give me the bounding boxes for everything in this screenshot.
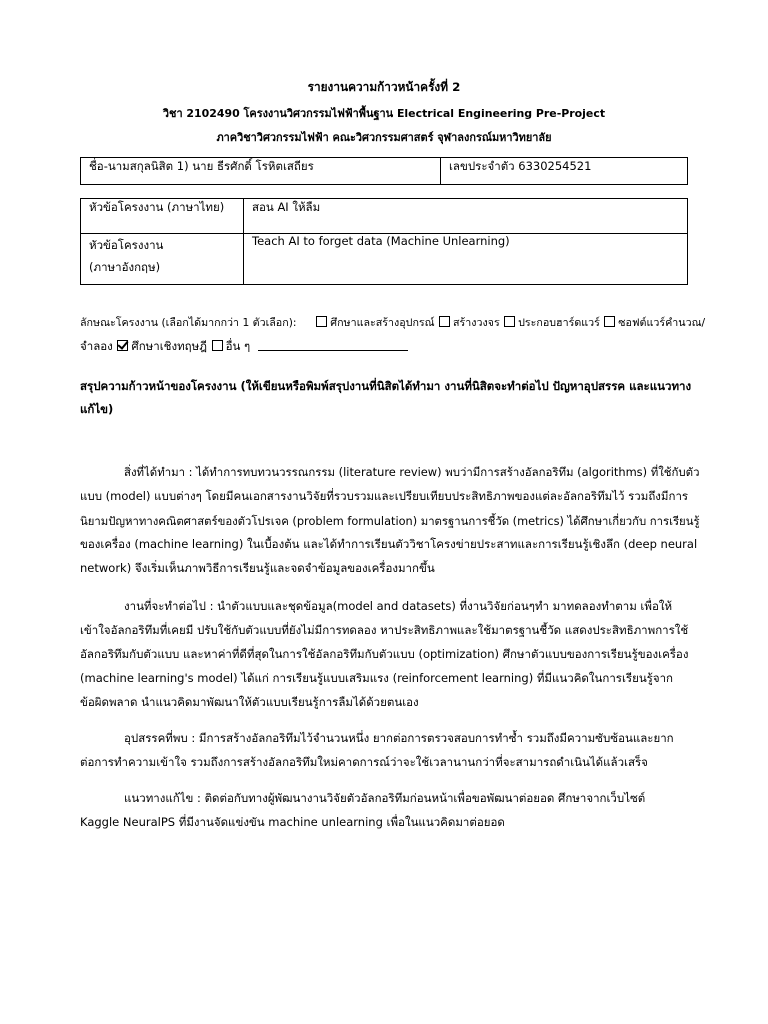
done-line: แบบ (model) แบบต่างๆ โดยมีคนเอกสารงานวิจัยที่รวบรวมและเปรียบเทียบประสิทธิภาพของแต่ละอัลกอริทึมไว้ รวมถึงมีการ	[80, 489, 689, 503]
thai-topic-label: หัวข้อโครงงาน (ภาษาไทย)	[81, 199, 244, 234]
student-id-cell: เลขประจำตัว 6330254521	[441, 158, 688, 185]
english-topic-label-line2: (ภาษาอังกฤษ)	[89, 260, 161, 274]
english-topic-value: Teach AI to forget data (Machine Unlearning)	[244, 234, 688, 285]
done-line: นิยามปัญหาทางคณิตศาสตร์ของตัวโปรเจค (problem formulation) มาตรฐานการชี้วัด (metrics) ได้ศึกษาเกี่ยวกับ การเรียนรู้	[80, 514, 700, 528]
report-title: รายงานความก้าวหน้าครั้งที่ 2	[307, 80, 461, 94]
summary-heading-line1: สรุปความก้าวหน้าของโครงงาน (ให้เขียนหรือพิมพ์สรุปงานที่นิสิตได้ทำมา งานที่นิสิตจะทำต่อไป ปัญหาอุปสรรค และแนวทาง	[80, 379, 692, 393]
project-type-label: ลักษณะโครงงาน (เลือกได้มากกว่า 1 ตัวเลือก):	[80, 316, 297, 329]
done-line: ของเครื่อง (machine learning) ในเบื้องต้น และได้ทำการเรียนตัววิชาโครงข่ายประสาทและการเรียนรู้เชิงลึก (deep neural	[80, 537, 698, 551]
hardware-option-label: ประกอบฮาร์ดแวร์	[518, 316, 600, 329]
device-checkbox[interactable]	[316, 316, 327, 327]
project-type-row-1	[80, 314, 705, 331]
simulation-label: จำลอง	[80, 339, 113, 353]
hardware-checkbox[interactable]	[504, 316, 515, 327]
device-option-label: ศึกษาและสร้างอุปกรณ์	[330, 316, 435, 329]
english-topic-label-line1: หัวข้อโครงงาน	[89, 238, 164, 252]
problem-line: ต่อการทำความเข้าใจ รวมถึงการสร้างอัลกอริทึมใหม่คาดการณ์ว่าจะใช้เวลานานกว่าที่จะสามารถดำเนินได้แล้วเสร็จ	[80, 755, 648, 769]
other-option-label: อื่น ๆ	[225, 339, 251, 353]
solution-line: Kaggle NeuralPS ที่มีงานจัดแข่งขัน machine unlearning เพื่อในแนวคิดมาต่อยอด	[80, 815, 505, 829]
project-type-row-2	[80, 338, 408, 356]
next-line: งานที่จะทำต่อไป : นำตัวแบบและชุดข้อมูล(model and datasets) ที่งานวิจัยก่อนๆทำ มาทดลองทำตาม เพื่อให้	[124, 599, 673, 613]
done-line: network) จึงเริ่มเห็นภาพวิธีการเรียนรู้และจดจำข้อมูลของเครื่องมากขึ้น	[80, 561, 435, 575]
next-line: เข้าใจอัลกอริทึมที่เคยมี ปรับใช้กับตัวแบบที่ยังไม่มีการทดลอง หาประสิทธิภาพและใช้มาตรฐานชี้วัด แสดงประสิทธิภาพการใช้	[80, 623, 689, 637]
theory-option-label: ศึกษาเชิงทฤษฎี	[131, 339, 207, 353]
software-option-label: ซอฟต์แวร์คำนวณ/	[618, 316, 706, 329]
course-title: วิชา 2102490 โครงงานวิศวกรรมไฟฟ้าพื้นฐาน Electrical Engineering Pre-Project	[162, 107, 606, 120]
circuit-checkbox[interactable]	[439, 316, 450, 327]
other-input-line[interactable]	[258, 340, 408, 351]
problem-line: อุปสรรคที่พบ : มีการสร้างอัลกอริทึมไว้จำนวนหนึ่ง ยากต่อการตรวจสอบการทำซ้ำ รวมถึงมีความซับซ้อนและยาก	[124, 731, 674, 745]
department-title: ภาควิชาวิศวกรรมไฟฟ้า คณะวิศวกรรมศาสตร์ จุฬาลงกรณ์มหาวิทยาลัย	[216, 131, 552, 144]
done-line: สิ่งที่ได้ทำมา : ได้ทำการทบทวนวรรณกรรม (literature review) พบว่ามีการสร้างอัลกอริทึม (algorithms) ที่ใช้กับตัว	[124, 465, 700, 479]
theory-checkbox[interactable]	[117, 340, 128, 351]
student-name-cell: ชื่อ-นามสกุลนิสิต 1) นาย ธีรศักดิ์ โรหิตเสถียร	[81, 158, 441, 185]
project-topic-table	[80, 198, 688, 285]
next-line: อัลกอริทึมกับตัวแบบ และหาค่าที่ดีที่สุดในการใช้อัลกอริทึมกับตัวแบบ (optimization) ศึกษาตัวแบบของการเรียนรู้ของเครื่อง	[80, 647, 689, 661]
circuit-option-label: สร้างวงจร	[452, 316, 500, 329]
summary-heading-line2: แก้ไข)	[80, 402, 114, 416]
other-checkbox[interactable]	[212, 340, 223, 351]
software-checkbox[interactable]	[604, 316, 615, 327]
next-line: ข้อผิดพลาด นำแนวคิดมาพัฒนาให้ตัวแบบเรียนรู้การลืมได้ด้วยตนเอง	[80, 695, 419, 709]
english-topic-label	[81, 234, 244, 285]
student-info-table	[80, 157, 688, 185]
solution-line: แนวทางแก้ไข : ติดต่อกับทางผู้พัฒนางานวิจัยตัวอัลกอริทึมก่อนหน้าเพื่อขอพัฒนาต่อยอด ศึกษาจากเว็บไซต์	[124, 791, 646, 805]
next-line: (machine learning's model) ได้แก่ การเรียนรู้แบบเสริมแรง (reinforcement learning) ที่มีแนวคิดในการเรียนรู้จาก	[80, 671, 674, 685]
thai-topic-value: สอน AI ให้ลืม	[244, 199, 688, 234]
